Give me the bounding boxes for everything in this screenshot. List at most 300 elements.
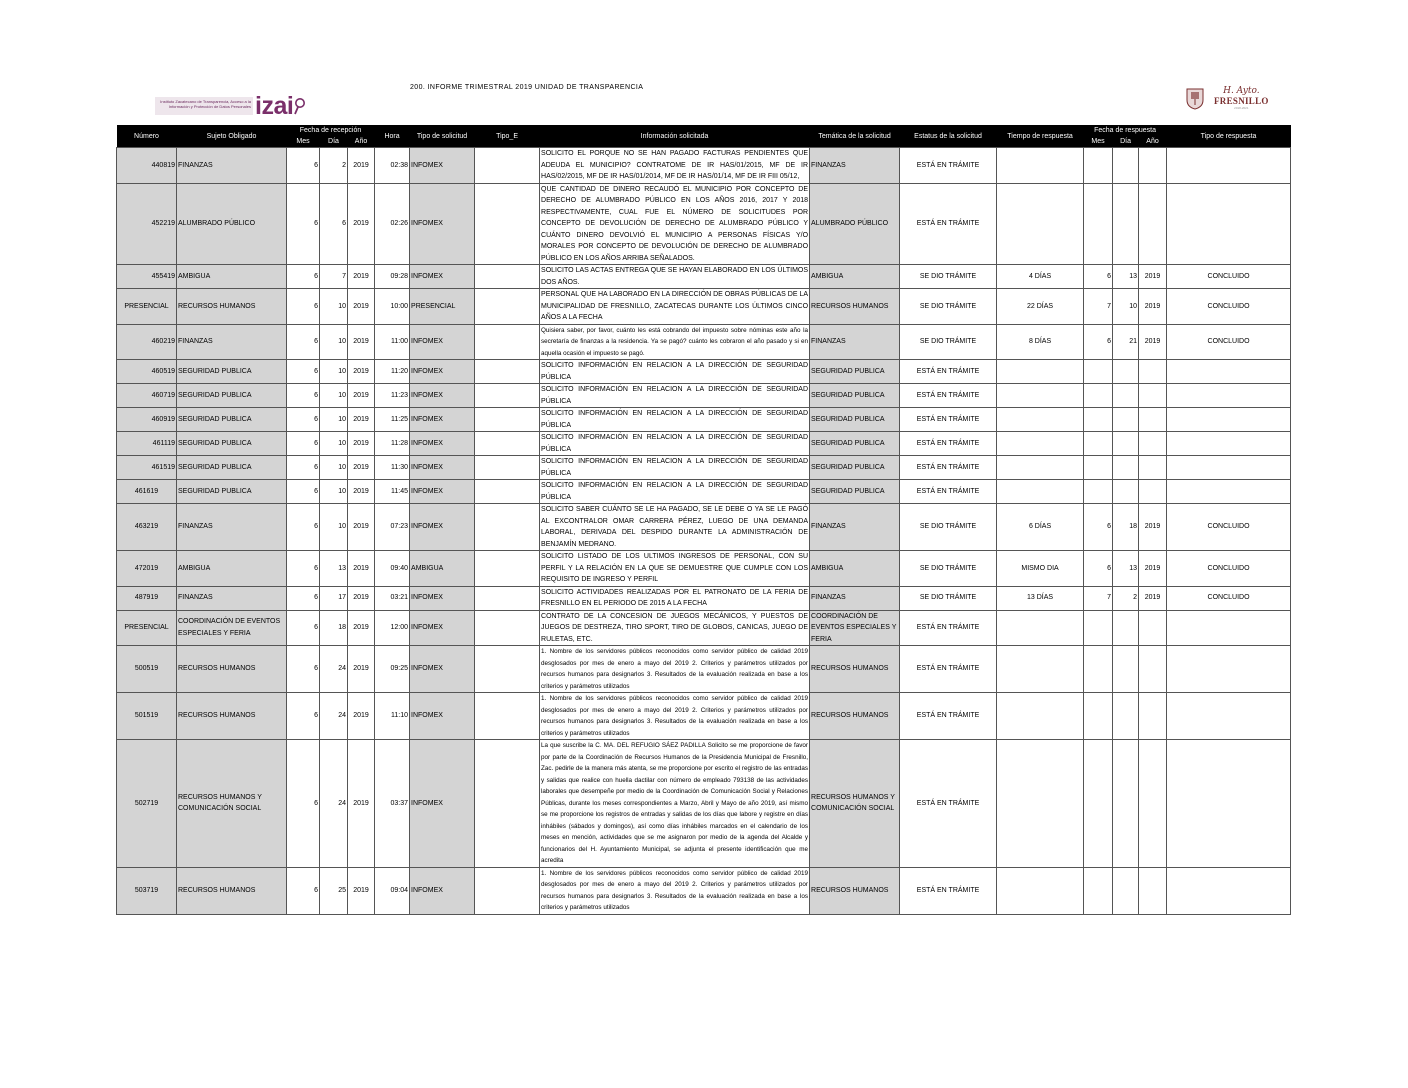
cell-numero: 472019 [117,551,177,587]
cell-estatus: ESTÁ EN TRÁMITE [900,183,997,265]
cell-anio: 2019 [348,360,375,384]
cell-r-anio: 2019 [1139,551,1167,587]
cell-tiempo [997,384,1084,408]
cell-numero: 460719 [117,384,177,408]
cell-estatus: ESTÁ EN TRÁMITE [900,693,997,740]
cell-tipo-solicitud: INFOMEX [410,360,475,384]
cell-tiempo [997,456,1084,480]
cell-r-dia [1113,480,1139,504]
cell-estatus: ESTÁ EN TRÁMITE [900,360,997,384]
table-row [117,693,1291,740]
cell-tipo-e [475,867,540,914]
cell-dia: 10 [320,504,348,551]
cell-anio: 2019 [348,867,375,914]
page-title: 200. INFORME TRIMESTRAL 2019 UNIDAD DE TRANSPARENCIA [410,84,644,91]
cell-tipo-e [475,324,540,360]
cell-dia: 10 [320,324,348,360]
cell-sujeto: SEGURIDAD PUBLICA [177,408,287,432]
cell-r-mes [1084,432,1113,456]
cell-r-dia [1113,148,1139,184]
cell-tipo-solicitud: INFOMEX [410,148,475,184]
cell-hora: 09:28 [375,265,410,289]
cell-r-mes [1084,646,1113,693]
cell-anio: 2019 [348,504,375,551]
cell-hora: 03:21 [375,586,410,610]
cell-tipo-e [475,183,540,265]
cell-anio: 2019 [348,693,375,740]
header-r-anio: Año [1139,136,1167,148]
cell-tematica: SEGURIDAD PUBLICA [810,360,900,384]
cell-tipo-solicitud: INFOMEX [410,456,475,480]
cell-sujeto: RECURSOS HUMANOS [177,867,287,914]
cell-r-mes [1084,867,1113,914]
cell-r-anio [1139,693,1167,740]
header-estatus: Estatus de la solicitud [900,125,997,148]
header-fecha-recepcion: Fecha de recepción [287,125,375,136]
cell-numero: 440819 [117,148,177,184]
cell-r-dia [1113,384,1139,408]
cell-tipo-e [475,289,540,325]
cell-numero: 463219 [117,504,177,551]
cell-informacion: SOLICITO ACTIVIDADES REALIZADAS POR EL PATRONATO DE LA FERIA DE FRESNILLO EN EL PERIODO DE 2015 A LA FECHA [540,586,810,610]
cell-tipo-e [475,432,540,456]
cell-tipo-respuesta [1167,610,1291,646]
cell-r-mes: 6 [1084,551,1113,587]
cell-r-anio [1139,408,1167,432]
cell-tipo-solicitud: INFOMEX [410,408,475,432]
cell-anio: 2019 [348,610,375,646]
cell-anio: 2019 [348,586,375,610]
table-body [117,148,1291,915]
izai-logo [155,93,306,119]
cell-sujeto: RECURSOS HUMANOS Y COMUNICACIÓN SOCIAL [177,740,287,868]
cell-informacion: Quisiera saber, por favor, cuánto les está cobrando del impuesto sobre nóminas este año la secretaría de finanzas a la residencia. Ya se pagó? cuánto les cobraron el año pasado y si en aquella ocasión el impuesto se pagó. [540,324,810,360]
cell-tipo-e [475,586,540,610]
cell-mes: 6 [287,265,320,289]
cell-r-anio [1139,360,1167,384]
cell-numero: 502719 [117,740,177,868]
table-row [117,586,1291,610]
cell-hora: 02:26 [375,183,410,265]
table-row [117,432,1291,456]
cell-estatus: SE DIO TRÁMITE [900,586,997,610]
cell-r-dia [1113,646,1139,693]
cell-tipo-solicitud: INFOMEX [410,867,475,914]
cell-sujeto: COORDINACIÓN DE EVENTOS ESPECIALES Y FERIA [177,610,287,646]
cell-tipo-respuesta [1167,148,1291,184]
cell-tipo-e [475,740,540,868]
cell-tipo-respuesta [1167,384,1291,408]
cell-r-mes [1084,183,1113,265]
cell-estatus: ESTÁ EN TRÁMITE [900,480,997,504]
cell-anio: 2019 [348,148,375,184]
cell-informacion: QUE CANTIDAD DE DINERO RECAUDÓ EL MUNICIPIO POR CONCEPTO DE DERECHO DE ALUMBRADO PÚBLICO EN LOS AÑOS 2016, 2017 Y 2018 RESPECTIVAMENTE, CUAL FUE EL NÚMERO DE SOLICITUDES POR CONCEPTO DE DEVOLUCIÓN DE DERECHO DE ALUMBRADO PÚBLICO Y CUÁNTO DINERO DEVOLVIÓ EL MUNICIPIO A PERSONAS FÍSICAS Y/O MORALES POR CONCEPTO DE DEVOLUCIÓN DE DERECHO DE ALUMBRADO PÚBLICO EN LOS AÑOS ARRIBA SEÑALADOS. [540,183,810,265]
cell-anio: 2019 [348,646,375,693]
cell-r-dia [1113,867,1139,914]
header-fecha-respuesta: Fecha de respuesta [1084,125,1167,136]
cell-estatus: ESTÁ EN TRÁMITE [900,610,997,646]
header-numero: Número [117,125,177,148]
fresnillo-wordmark: FRESNILLO [1214,96,1269,106]
cell-tipo-solicitud: INFOMEX [410,384,475,408]
cell-estatus: ESTÁ EN TRÁMITE [900,867,997,914]
cell-tipo-e [475,646,540,693]
cell-r-anio [1139,740,1167,868]
cell-tipo-solicitud: INFOMEX [410,610,475,646]
cell-sujeto: FINANZAS [177,504,287,551]
cell-tipo-respuesta: CONCLUIDO [1167,586,1291,610]
cell-mes: 6 [287,324,320,360]
table-row [117,867,1291,914]
cell-dia: 10 [320,456,348,480]
cell-tiempo [997,148,1084,184]
cell-dia: 10 [320,432,348,456]
cell-numero: 452219 [117,183,177,265]
cell-tipo-e [475,480,540,504]
cell-numero: PRESENCIAL [117,610,177,646]
cell-r-dia [1113,360,1139,384]
cell-tipo-e [475,384,540,408]
cell-mes: 6 [287,740,320,868]
header-tematica: Temática de la solicitud [810,125,900,148]
cell-mes: 6 [287,480,320,504]
cell-tematica: FINANZAS [810,504,900,551]
cell-estatus: SE DIO TRÁMITE [900,324,997,360]
cell-dia: 10 [320,289,348,325]
cell-tematica: ALUMBRADO PÚBLICO [810,183,900,265]
table-row [117,183,1291,265]
cell-tematica: AMBIGUA [810,265,900,289]
cell-estatus: SE DIO TRÁMITE [900,551,997,587]
cell-r-dia [1113,183,1139,265]
cell-hora: 12:00 [375,610,410,646]
cell-hora: 09:40 [375,551,410,587]
cell-estatus: ESTÁ EN TRÁMITE [900,740,997,868]
cell-r-anio: 2019 [1139,324,1167,360]
cell-r-mes [1084,610,1113,646]
cell-estatus: SE DIO TRÁMITE [900,504,997,551]
cell-anio: 2019 [348,740,375,868]
cell-hora: 02:38 [375,148,410,184]
cell-r-mes: 6 [1084,265,1113,289]
cell-r-mes [1084,384,1113,408]
cell-tipo-solicitud: INFOMEX [410,480,475,504]
table-row [117,384,1291,408]
cell-tipo-e [475,456,540,480]
header-r-dia: Día [1113,136,1139,148]
cell-r-dia [1113,693,1139,740]
cell-numero: 501519 [117,693,177,740]
cell-mes: 6 [287,867,320,914]
cell-sujeto: AMBIGUA [177,265,287,289]
cell-estatus: ESTÁ EN TRÁMITE [900,456,997,480]
cell-tipo-respuesta [1167,183,1291,265]
cell-tiempo: 22 DÍAS [997,289,1084,325]
cell-hora: 09:25 [375,646,410,693]
cell-r-dia [1113,456,1139,480]
fresnillo-period: 2018-2021 [1234,106,1249,110]
cell-sujeto: RECURSOS HUMANOS [177,646,287,693]
cell-r-dia [1113,740,1139,868]
cell-tipo-solicitud: INFOMEX [410,586,475,610]
cell-anio: 2019 [348,265,375,289]
cell-tipo-respuesta [1167,432,1291,456]
cell-r-anio: 2019 [1139,504,1167,551]
cell-tematica: SEGURIDAD PUBLICA [810,408,900,432]
cell-r-anio [1139,867,1167,914]
cell-hora: 11:10 [375,693,410,740]
cell-r-mes [1084,360,1113,384]
cell-tiempo [997,740,1084,868]
cell-tiempo [997,360,1084,384]
cell-r-mes: 7 [1084,289,1113,325]
cell-tipo-solicitud: INFOMEX [410,504,475,551]
cell-tematica: SEGURIDAD PUBLICA [810,384,900,408]
cell-estatus: ESTÁ EN TRÁMITE [900,148,997,184]
cell-tipo-solicitud: PRESENCIAL [410,289,475,325]
cell-tipo-solicitud: INFOMEX [410,183,475,265]
cell-informacion: SOLICITO INFORMACIÓN EN RELACION A LA DIRECCIÓN DE SEGURIDAD PÚBLICA [540,360,810,384]
cell-hora: 11:23 [375,384,410,408]
cell-informacion: CONTRATO DE LA CONCESION DE JUEGOS MECÁNICOS, Y PUESTOS DE JUEGOS DE DESTREZA, TIRO SPORT, TIRO DE GLOBOS, CANICAS, JUEGO DE RULETAS, ETC. [540,610,810,646]
cell-r-mes [1084,740,1113,868]
cell-tematica: FINANZAS [810,148,900,184]
cell-r-dia [1113,610,1139,646]
cell-r-anio [1139,610,1167,646]
cell-dia: 13 [320,551,348,587]
cell-tipo-solicitud: INFOMEX [410,740,475,868]
cell-r-dia: 2 [1113,586,1139,610]
cell-mes: 6 [287,610,320,646]
cell-r-anio: 2019 [1139,586,1167,610]
cell-r-anio [1139,480,1167,504]
cell-r-dia: 18 [1113,504,1139,551]
cell-tipo-e [475,360,540,384]
cell-r-mes [1084,408,1113,432]
cell-tematica: SEGURIDAD PUBLICA [810,432,900,456]
cell-hora: 09:04 [375,867,410,914]
cell-hora: 03:37 [375,740,410,868]
cell-sujeto: SEGURIDAD PUBLICA [177,360,287,384]
cell-informacion: 1. Nombre de los servidores públicos reconocidos como servidor público de calidad 2019 desglosados por mes de enero a mayo del 2019 2. Criterios y parámetros utilizados por recursos humanos para designarlos 3. Resultados de la evaluación realizada en base a los criterios y parámetros utilizados [540,693,810,740]
cell-mes: 6 [287,693,320,740]
cell-tipo-solicitud: AMBIGUA [410,551,475,587]
cell-sujeto: FINANZAS [177,586,287,610]
header-dia: Día [320,136,348,148]
cell-informacion: SOLICITO INFORMACIÓN EN RELACION A LA DIRECCIÓN DE SEGURIDAD PÚBLICA [540,480,810,504]
cell-tipo-respuesta: CONCLUIDO [1167,265,1291,289]
cell-tematica: AMBIGUA [810,551,900,587]
table-row [117,289,1291,325]
cell-anio: 2019 [348,408,375,432]
table-row [117,646,1291,693]
cell-sujeto: SEGURIDAD PUBLICA [177,456,287,480]
cell-estatus: ESTÁ EN TRÁMITE [900,408,997,432]
cell-r-dia: 21 [1113,324,1139,360]
cell-mes: 6 [287,360,320,384]
cell-tipo-solicitud: INFOMEX [410,693,475,740]
cell-mes: 6 [287,504,320,551]
cell-tiempo [997,646,1084,693]
cell-mes: 6 [287,289,320,325]
cell-tipo-respuesta: CONCLUIDO [1167,504,1291,551]
cell-tipo-respuesta [1167,867,1291,914]
cell-numero: 460219 [117,324,177,360]
header-tiempo: Tiempo de respuesta [997,125,1084,148]
cell-informacion: SOLICITO LISTADO DE LOS ULTIMOS INGRESOS DE PERSONAL, CON SU PERFIL Y LA RELACIÓN EN LA QUE SE DEMUESTRE QUE CUMPLE CON LOS REQUISITO DE INGRESO Y PERFIL [540,551,810,587]
cell-numero: 460519 [117,360,177,384]
header-sujeto: Sujeto Obligado [177,125,287,148]
cell-estatus: SE DIO TRÁMITE [900,265,997,289]
cell-tipo-e [475,408,540,432]
cell-dia: 10 [320,408,348,432]
cell-tipo-respuesta: CONCLUIDO [1167,551,1291,587]
table-row [117,265,1291,289]
cell-r-mes: 6 [1084,504,1113,551]
cell-numero: PRESENCIAL [117,289,177,325]
fresnillo-script: H. Ayto. [1223,86,1260,96]
cell-numero: 503719 [117,867,177,914]
cell-tiempo [997,480,1084,504]
header-hora: Hora [375,125,410,148]
cell-hora: 11:00 [375,324,410,360]
cell-anio: 2019 [348,456,375,480]
cell-dia: 7 [320,265,348,289]
cell-tematica: RECURSOS HUMANOS [810,867,900,914]
table-row [117,504,1291,551]
cell-r-mes [1084,456,1113,480]
cell-tipo-respuesta [1167,740,1291,868]
cell-anio: 2019 [348,384,375,408]
cell-tiempo [997,693,1084,740]
table-row [117,360,1291,384]
cell-r-dia: 13 [1113,551,1139,587]
table-row [117,324,1291,360]
cell-tematica: RECURSOS HUMANOS [810,646,900,693]
cell-informacion: SOLICITO INFORMACIÓN EN RELACION A LA DIRECCIÓN DE SEGURIDAD PÚBLICA [540,432,810,456]
cell-dia: 24 [320,693,348,740]
cell-tipo-respuesta [1167,646,1291,693]
cell-r-anio [1139,432,1167,456]
cell-numero: 460919 [117,408,177,432]
cell-tipo-solicitud: INFOMEX [410,646,475,693]
cell-informacion: SOLICITO INFORMACIÓN EN RELACION A LA DIRECCIÓN DE SEGURIDAD PÚBLICA [540,408,810,432]
cell-mes: 6 [287,432,320,456]
cell-estatus: ESTÁ EN TRÁMITE [900,384,997,408]
cell-sujeto: RECURSOS HUMANOS [177,289,287,325]
cell-sujeto: SEGURIDAD PUBLICA [177,432,287,456]
cell-r-anio [1139,183,1167,265]
cell-mes: 6 [287,456,320,480]
cell-dia: 24 [320,740,348,868]
cell-sujeto: AMBIGUA [177,551,287,587]
cell-sujeto: SEGURIDAD PUBLICA [177,384,287,408]
cell-tiempo: MISMO DIA [997,551,1084,587]
izai-wordmark: izai [255,92,294,120]
cell-tematica: RECURSOS HUMANOS [810,289,900,325]
cell-tiempo: 8 DÍAS [997,324,1084,360]
header-tipo-respuesta: Tipo de respuesta [1167,125,1291,148]
cell-r-anio: 2019 [1139,289,1167,325]
cell-tipo-solicitud: INFOMEX [410,265,475,289]
table-row [117,480,1291,504]
cell-informacion: PERSONAL QUE HA LABORADO EN LA DIRECCIÓN DE OBRAS PÚBLICAS DE LA MUNICIPALIDAD DE FRESNILLO, ZACATECAS DURANTE LOS ÚLTIMOS CINCO AÑOS A LA FECHA [540,289,810,325]
cell-tiempo: 13 DÍAS [997,586,1084,610]
cell-r-mes [1084,480,1113,504]
cell-numero: 461619 [117,480,177,504]
municipal-seal-icon [1184,86,1206,110]
cell-tipo-respuesta [1167,456,1291,480]
cell-dia: 10 [320,360,348,384]
cell-mes: 6 [287,586,320,610]
cell-sujeto: FINANZAS [177,148,287,184]
cell-sujeto: ALUMBRADO PÚBLICO [177,183,287,265]
cell-tiempo: 4 DÍAS [997,265,1084,289]
cell-r-anio [1139,456,1167,480]
cell-tiempo [997,610,1084,646]
cell-informacion: SOLICITO EL PORQUE NO SE HAN PAGADO FACTURAS PENDIENTES QUE ADEUDA EL MUNICIPIO? CONTRATOME DE IR HAS/01/2015, MF DE IR HAS/02/2015, MF DE IR HAS/01/2014, MF DE IR HAS/01/14, MF DE IR FIII 05/12, [540,148,810,184]
cell-r-anio: 2019 [1139,265,1167,289]
cell-sujeto: FINANZAS [177,324,287,360]
cell-tematica: RECURSOS HUMANOS [810,693,900,740]
izai-institute-name: Instituto Zacatecano de Transparencia, Acceso a la Información y Protección de Datos Personales [155,97,253,115]
cell-hora: 11:28 [375,432,410,456]
cell-tipo-e [475,551,540,587]
cell-informacion: 1. Nombre de los servidores públicos reconocidos como servidor público de calidad 2019 desglosados por mes de enero a mayo del 2019 2. Criterios y parámetros utilizados por recursos humanos para designarlos 3. Resultados de la evaluación realizada en base a los criterios y parámetros utilizados [540,646,810,693]
cell-tematica: COORDINACIÓN DE EVENTOS ESPECIALES Y FERIA [810,610,900,646]
magnifier-icon [294,97,306,115]
cell-tematica: FINANZAS [810,586,900,610]
cell-tipo-e [475,504,540,551]
cell-anio: 2019 [348,480,375,504]
requests-table [116,125,1291,915]
table-row [117,551,1291,587]
cell-tipo-respuesta [1167,408,1291,432]
cell-tipo-respuesta [1167,480,1291,504]
header-anio: Año [348,136,375,148]
cell-estatus: ESTÁ EN TRÁMITE [900,432,997,456]
cell-mes: 6 [287,646,320,693]
cell-tematica: FINANZAS [810,324,900,360]
cell-tipo-e [475,610,540,646]
table-header-top [117,125,1291,136]
cell-numero: 455419 [117,265,177,289]
cell-hora: 10:00 [375,289,410,325]
cell-anio: 2019 [348,183,375,265]
cell-anio: 2019 [348,432,375,456]
cell-mes: 6 [287,551,320,587]
cell-numero: 461119 [117,432,177,456]
cell-hora: 07:23 [375,504,410,551]
cell-anio: 2019 [348,551,375,587]
header-r-mes: Mes [1084,136,1113,148]
cell-estatus: SE DIO TRÁMITE [900,289,997,325]
cell-tipo-e [475,148,540,184]
cell-r-anio [1139,148,1167,184]
fresnillo-logo [1214,87,1269,110]
cell-numero: 500519 [117,646,177,693]
header-mes: Mes [287,136,320,148]
cell-r-dia: 10 [1113,289,1139,325]
cell-r-mes [1084,148,1113,184]
cell-informacion: SOLICITO INFORMACIÓN EN RELACION A LA DIRECCIÓN DE SEGURIDAD PÚBLICA [540,456,810,480]
cell-anio: 2019 [348,324,375,360]
cell-informacion: SOLICITO INFORMACIÓN EN RELACION A LA DIRECCIÓN DE SEGURIDAD PÚBLICA [540,384,810,408]
cell-anio: 2019 [348,289,375,325]
cell-r-mes: 6 [1084,324,1113,360]
cell-sujeto: RECURSOS HUMANOS [177,693,287,740]
cell-informacion: 1. Nombre de los servidores públicos reconocidos como servidor público de calidad 2019 desglosados por mes de enero a mayo del 2019 2. Criterios y parámetros utilizados por recursos humanos para designarlos 3. Resultados de la evaluación realizada en base a los criterios y parámetros utilizados [540,867,810,914]
